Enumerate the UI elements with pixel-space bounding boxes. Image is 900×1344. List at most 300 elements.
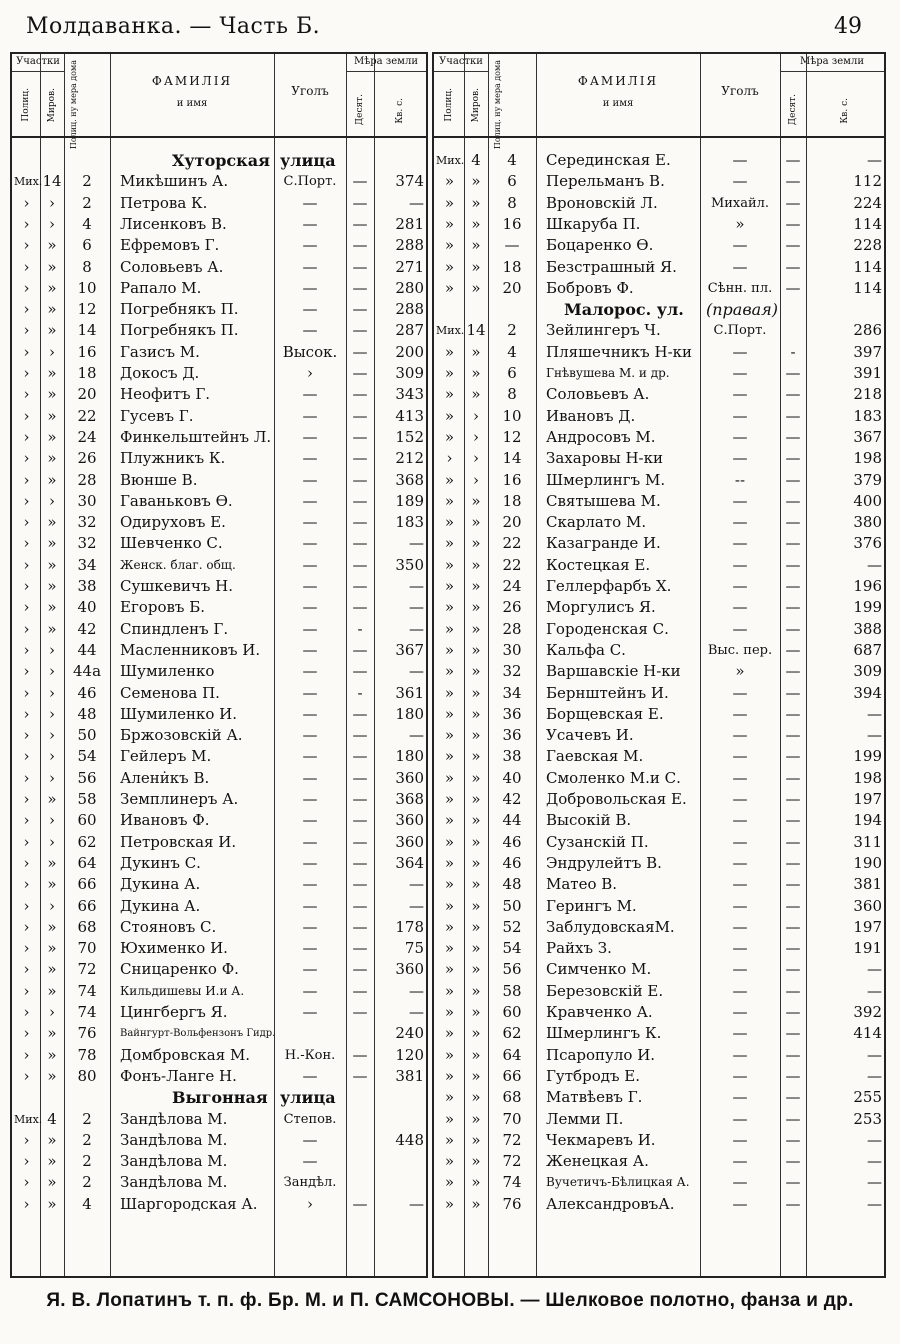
cell-mirov: » [471, 278, 481, 297]
cell-mirov: » [471, 491, 481, 510]
cell-corner: — [302, 236, 318, 255]
cell-house-number: 38 [502, 747, 522, 766]
cell-kv: 376 [853, 534, 882, 553]
cell-polic: › [23, 300, 30, 319]
cell-house-number: 62 [77, 832, 97, 851]
cell-polic: » [444, 427, 455, 446]
cell-corner: — [302, 960, 318, 979]
cell-corner: — [302, 534, 318, 553]
cell-surname: Сузанскій П. [546, 832, 649, 851]
cell-house-number: 58 [502, 981, 522, 1000]
table-row [12, 597, 426, 618]
cell-kv: — [867, 1045, 882, 1064]
cell-polic: » [444, 981, 455, 1000]
header-mera: Мѣра земли [800, 56, 864, 67]
cell-surname: Зандѣлова М. [120, 1173, 228, 1192]
table-row [12, 959, 426, 980]
cell-polic: Мих. [436, 154, 465, 167]
cell-polic: » [444, 1066, 455, 1085]
cell-mirov: » [471, 513, 481, 532]
cell-mirov: » [47, 236, 57, 255]
cell-polic: › [23, 278, 30, 297]
cell-corner: — [732, 939, 748, 958]
cell-corner: — [732, 1045, 748, 1064]
cell-surname: Костецкая Е. [546, 555, 651, 574]
cell-surname: Городенская С. [546, 619, 669, 638]
table-row [12, 427, 426, 448]
table-row [12, 704, 426, 725]
cell-polic: › [23, 683, 30, 702]
cell-desyat: — [785, 917, 801, 936]
cell-house-number: 68 [77, 917, 97, 936]
table-row [434, 491, 884, 512]
cell-surname: Рапало М. [120, 278, 202, 297]
cell-desyat: — [352, 747, 368, 766]
cell-house-number: 12 [77, 300, 97, 319]
cell-house-number: 50 [502, 896, 522, 915]
table-row [12, 1002, 426, 1023]
footer-advertisement: Я. В. Лопатинъ т. п. ф. Бр. М. и П. САМСОНОВЫ. — Шелковое полотно, фанза и др. [46, 1290, 854, 1311]
cell-mirov: » [471, 939, 481, 958]
cell-corner: С.Порт. [283, 174, 337, 190]
cell-mirov: » [47, 1152, 57, 1171]
table-row [434, 555, 884, 576]
cell-mirov: » [47, 981, 57, 1000]
cell-mirov: › [49, 342, 55, 361]
cell-polic: › [23, 662, 30, 681]
cell-corner: — [732, 619, 748, 638]
cell-kv: 368 [395, 470, 424, 489]
table-row [434, 363, 884, 384]
cell-kv: 448 [395, 1130, 424, 1149]
table-row [434, 320, 884, 341]
cell-kv: — [409, 619, 424, 638]
cell-desyat: — [785, 853, 801, 872]
cell-polic: » [444, 832, 455, 851]
cell-desyat: — [352, 513, 368, 532]
cell-mirov: » [47, 406, 57, 425]
cell-house-number: 20 [77, 385, 97, 404]
cell-kv: 281 [395, 214, 424, 233]
cell-kv: 400 [853, 491, 882, 510]
cell-polic: › [23, 427, 30, 446]
cell-desyat: — [785, 875, 801, 894]
cell-mirov: » [47, 555, 57, 574]
cell-desyat: — [785, 1045, 801, 1064]
cell-desyat: — [785, 151, 801, 169]
table-row [434, 938, 884, 959]
table-row [12, 917, 426, 938]
cell-house-number: 2 [82, 193, 92, 212]
table-row [434, 725, 884, 746]
cell-kv: 191 [853, 939, 882, 958]
cell-kv: — [867, 726, 882, 745]
cell-desyat: — [352, 704, 368, 723]
cell-mirov: » [471, 768, 481, 787]
table-row [12, 320, 426, 341]
cell-polic: » [444, 257, 455, 276]
cell-house-number: 76 [77, 1024, 97, 1043]
table-row [12, 214, 426, 235]
cell-surname: Гаевская М. [546, 747, 644, 766]
cell-desyat: — [352, 214, 368, 233]
cell-house-number: 6 [507, 172, 517, 191]
table-row [12, 683, 426, 704]
cell-polic: » [444, 1045, 455, 1064]
cell-mirov: » [471, 1130, 481, 1149]
table-row [12, 235, 426, 256]
header-uchastki: Участки [439, 56, 483, 67]
table-row [434, 619, 884, 640]
cell-house-number: 72 [77, 960, 97, 979]
cell-kv: — [409, 193, 424, 212]
table-row [12, 768, 426, 789]
cell-surname: Газисъ М. [120, 342, 200, 361]
cell-desyat: — [785, 236, 801, 255]
cell-desyat: — [352, 321, 368, 340]
cell-kv: 189 [395, 491, 424, 510]
cell-desyat: — [785, 1109, 801, 1128]
table-row [12, 810, 426, 831]
cell-surname: Финкельштейнъ Л. [120, 427, 272, 446]
cell-polic: › [23, 917, 30, 936]
street-heading-row [12, 1087, 426, 1108]
street-name: Хуторская [172, 151, 270, 170]
table-row [434, 959, 884, 980]
cell-surname: Шаргородская А. [120, 1194, 258, 1213]
cell-polic: › [23, 236, 30, 255]
cell-surname: Герингъ М. [546, 896, 637, 915]
cell-surname: Райхъ З. [546, 939, 612, 958]
cell-surname: Моргулисъ Я. [546, 598, 656, 617]
cell-kv: 360 [395, 960, 424, 979]
page-title: Молдаванка. — Часть Б. [26, 14, 321, 39]
cell-mirov: » [47, 470, 57, 489]
cell-polic: › [23, 534, 30, 553]
cell-desyat: — [352, 300, 368, 319]
cell-corner: — [732, 853, 748, 872]
cell-polic: › [23, 1152, 30, 1171]
table-row [434, 683, 884, 704]
cell-house-number: 2 [82, 1173, 92, 1192]
cell-surname: Женск. благ. общ. [120, 557, 236, 572]
cell-house-number: 8 [507, 385, 517, 404]
cell-desyat: — [352, 917, 368, 936]
cell-polic: › [23, 832, 30, 851]
header-polic: Полиц. [21, 88, 31, 122]
cell-corner: — [732, 1066, 748, 1085]
cell-kv: 199 [853, 747, 882, 766]
table-row [434, 1066, 884, 1087]
cell-polic: » [444, 470, 455, 489]
cell-kv: 114 [853, 214, 882, 233]
cell-kv: 288 [395, 300, 424, 319]
cell-surname: Спиндленъ Г. [120, 619, 229, 638]
cell-corner: — [732, 598, 748, 617]
cell-house-number: 56 [502, 960, 522, 979]
cell-surname: Стояновъ С. [120, 917, 217, 936]
table-row [12, 448, 426, 469]
header-i-imya: и имя [176, 98, 208, 109]
table-row [434, 746, 884, 767]
cell-house-number: 42 [502, 790, 522, 808]
cell-desyat: — [785, 619, 801, 638]
cell-mirov: » [471, 662, 481, 681]
cell-kv: 212 [395, 449, 424, 468]
header-divider [434, 71, 488, 72]
cell-house-number: 48 [502, 875, 522, 894]
cell-house-number: 16 [502, 214, 522, 233]
table-row [434, 768, 884, 789]
cell-desyat: — [785, 662, 801, 681]
cell-desyat: — [352, 491, 368, 510]
cell-surname: Сницаренко Ф. [120, 960, 239, 979]
cell-surname: Земплинеръ А. [120, 790, 239, 808]
table-row [434, 1194, 884, 1215]
cell-mirov: › [49, 491, 55, 510]
table-row [12, 171, 426, 192]
cell-kv: 364 [395, 853, 424, 872]
cell-mirov: » [47, 364, 57, 382]
cell-house-number: 54 [502, 939, 522, 958]
cell-surname: Цингбергъ Я. [120, 1003, 228, 1021]
cell-desyat: — [785, 1088, 801, 1107]
cell-polic: Мих. [14, 1112, 43, 1126]
cell-corner: — [302, 300, 318, 319]
cell-kv: 224 [853, 193, 882, 212]
cell-surname: Бернштейнъ И. [546, 683, 669, 702]
cell-mirov: » [47, 939, 57, 958]
cell-desyat: — [785, 790, 801, 808]
cell-polic: › [23, 1066, 30, 1085]
cell-house-number: 62 [502, 1024, 522, 1043]
cell-mirov: » [471, 172, 481, 191]
cell-mirov: › [49, 726, 55, 745]
cell-corner: — [732, 342, 748, 361]
cell-corner: — [732, 449, 748, 468]
cell-corner: — [732, 896, 748, 915]
cell-house-number: 28 [77, 470, 97, 489]
header-uchastki: Участки [16, 56, 60, 67]
cell-desyat: — [785, 640, 801, 659]
cell-corner: — [732, 917, 748, 936]
cell-mirov: » [471, 853, 481, 872]
cell-surname: Добровольская Е. [546, 790, 687, 808]
cell-corner: — [302, 1066, 318, 1085]
cell-house-number: 70 [77, 939, 97, 958]
cell-corner: — [732, 555, 748, 574]
cell-desyat: — [352, 278, 368, 297]
cell-corner: — [732, 747, 748, 766]
cell-surname: Женецкая А. [546, 1152, 649, 1171]
cell-house-number: 10 [77, 278, 97, 297]
cell-corner: — [302, 619, 318, 638]
cell-desyat: — [785, 598, 801, 617]
cell-surname: Егоровъ Б. [120, 598, 206, 617]
cell-house-number: 78 [77, 1045, 97, 1064]
cell-surname: Неофитъ Г. [120, 385, 211, 404]
cell-mirov: » [471, 236, 481, 255]
street-type: улица [280, 1088, 336, 1108]
cell-kv: — [867, 151, 882, 169]
cell-kv: 374 [395, 172, 424, 191]
cell-mirov: › [49, 640, 55, 659]
cell-corner: — [302, 917, 318, 936]
cell-polic: » [444, 768, 455, 787]
cell-corner: — [732, 1088, 748, 1107]
cell-polic: › [23, 257, 30, 276]
cell-surname: Чекмаревъ И. [546, 1130, 656, 1149]
cell-mirov: › [49, 811, 55, 830]
cell-house-number: 14 [502, 449, 522, 468]
cell-house-number: 50 [77, 726, 97, 745]
cell-kv: 380 [853, 513, 882, 532]
cell-kv: 194 [853, 811, 882, 830]
cell-desyat: — [785, 1152, 801, 1171]
cell-corner: › [307, 364, 313, 382]
table-row [434, 235, 884, 256]
cell-house-number: 44а [72, 662, 102, 681]
cell-desyat: — [785, 513, 801, 532]
cell-kv: 309 [853, 662, 882, 681]
cell-polic: » [444, 619, 455, 638]
cell-house-number: 38 [77, 577, 97, 595]
cell-surname: Петровская И. [120, 832, 237, 851]
cell-surname: Перельманъ В. [546, 172, 665, 191]
cell-house-number: 74 [77, 1003, 97, 1021]
cell-mirov: » [47, 1024, 57, 1043]
cell-mirov: › [49, 896, 55, 915]
table-row [12, 1130, 426, 1151]
cell-kv: — [409, 1194, 424, 1213]
cell-polic: › [23, 342, 30, 361]
header-nomer: Полиц. ну мера дома [69, 60, 78, 150]
cell-kv: 253 [853, 1109, 882, 1128]
cell-house-number: 44 [502, 811, 522, 830]
table-row [12, 725, 426, 746]
cell-desyat: — [352, 236, 368, 255]
cell-kv: — [409, 577, 424, 595]
cell-desyat: — [785, 1130, 801, 1149]
header-divider [12, 71, 64, 72]
cell-kv: 180 [395, 704, 424, 723]
cell-surname: Андросовъ М. [546, 427, 656, 446]
cell-corner: — [732, 832, 748, 851]
cell-surname: Гейлеръ М. [120, 747, 212, 766]
cell-surname: Смоленко М.и С. [546, 768, 681, 787]
cell-surname: Лисенковъ В. [120, 214, 227, 233]
table-row [434, 150, 884, 171]
cell-house-number: 64 [502, 1045, 522, 1064]
cell-kv: — [409, 1003, 424, 1021]
cell-surname: Микѣшинъ А. [120, 172, 229, 191]
cell-house-number: 34 [502, 683, 522, 702]
cell-corner: — [302, 747, 318, 766]
cell-polic: › [23, 981, 30, 1000]
cell-kv: 198 [853, 768, 882, 787]
cell-surname: Ивановъ Ф. [120, 811, 210, 830]
cell-surname: Юхименко И. [120, 939, 228, 958]
cell-surname: Шмерлингъ М. [546, 470, 666, 489]
cell-corner: » [735, 214, 745, 233]
table-row [12, 491, 426, 512]
table-row [12, 470, 426, 491]
table-row [12, 406, 426, 427]
cell-kv: — [409, 598, 424, 617]
cell-house-number: 24 [77, 427, 97, 446]
cell-house-number: 28 [502, 619, 522, 638]
cell-kv: 360 [395, 832, 424, 851]
cell-mirov: » [471, 1152, 481, 1171]
cell-corner: — [732, 875, 748, 894]
cell-desyat: - [790, 342, 796, 361]
cell-desyat: — [352, 1066, 368, 1085]
cell-desyat: — [785, 257, 801, 276]
cell-kv: — [409, 534, 424, 553]
cell-corner: — [302, 555, 318, 574]
cell-desyat: — [352, 960, 368, 979]
street-type: улица [280, 151, 336, 170]
header-i-imya: и имя [602, 98, 634, 109]
table-row [12, 1194, 426, 1215]
cell-kv: 196 [853, 577, 882, 595]
cell-corner: Сѣнн. пл. [707, 280, 773, 296]
cell-kv: — [867, 1152, 882, 1171]
cell-polic: › [23, 364, 30, 382]
cell-desyat: — [352, 896, 368, 915]
cell-surname: АлександровъА. [546, 1194, 675, 1213]
cell-surname: Вучетичъ-Бѣлицкая А. [546, 1175, 690, 1190]
cell-corner: — [732, 364, 748, 382]
cell-surname: Лемми П. [546, 1109, 624, 1128]
left-table [10, 52, 428, 1278]
cell-surname: Симченко М. [546, 960, 652, 979]
cell-kv: — [867, 1130, 882, 1149]
cell-kv: 360 [853, 896, 882, 915]
cell-surname: Боцаренко Ѳ. [546, 236, 654, 255]
cell-corner: — [302, 513, 318, 532]
page-number: 49 [834, 14, 862, 39]
header-mirov: Миров. [471, 88, 481, 123]
cell-kv: 360 [395, 768, 424, 787]
cell-mirov: » [47, 1045, 57, 1064]
cell-mirov: › [49, 704, 55, 723]
cell-house-number: 22 [502, 534, 522, 553]
cell-polic: » [444, 172, 455, 191]
table-row [434, 512, 884, 533]
cell-corner: — [302, 640, 318, 659]
cell-desyat: — [352, 726, 368, 745]
cell-kv: 379 [853, 470, 882, 489]
cell-mirov: » [47, 449, 57, 468]
cell-polic: » [444, 960, 455, 979]
cell-kv: 413 [395, 406, 424, 425]
cell-house-number: 20 [502, 513, 522, 532]
cell-mirov: » [47, 790, 57, 808]
table-row [12, 512, 426, 533]
cell-corner: — [732, 385, 748, 404]
cell-house-number: 14 [77, 321, 97, 340]
cell-polic: » [444, 939, 455, 958]
cell-corner: — [302, 449, 318, 468]
cell-polic: » [444, 193, 455, 212]
cell-mirov: › [473, 427, 479, 446]
cell-polic: › [23, 790, 30, 808]
cell-surname: Усачевъ И. [546, 726, 634, 745]
table-header [434, 54, 884, 150]
cell-kv: 350 [395, 555, 424, 574]
cell-house-number: 80 [77, 1066, 97, 1085]
